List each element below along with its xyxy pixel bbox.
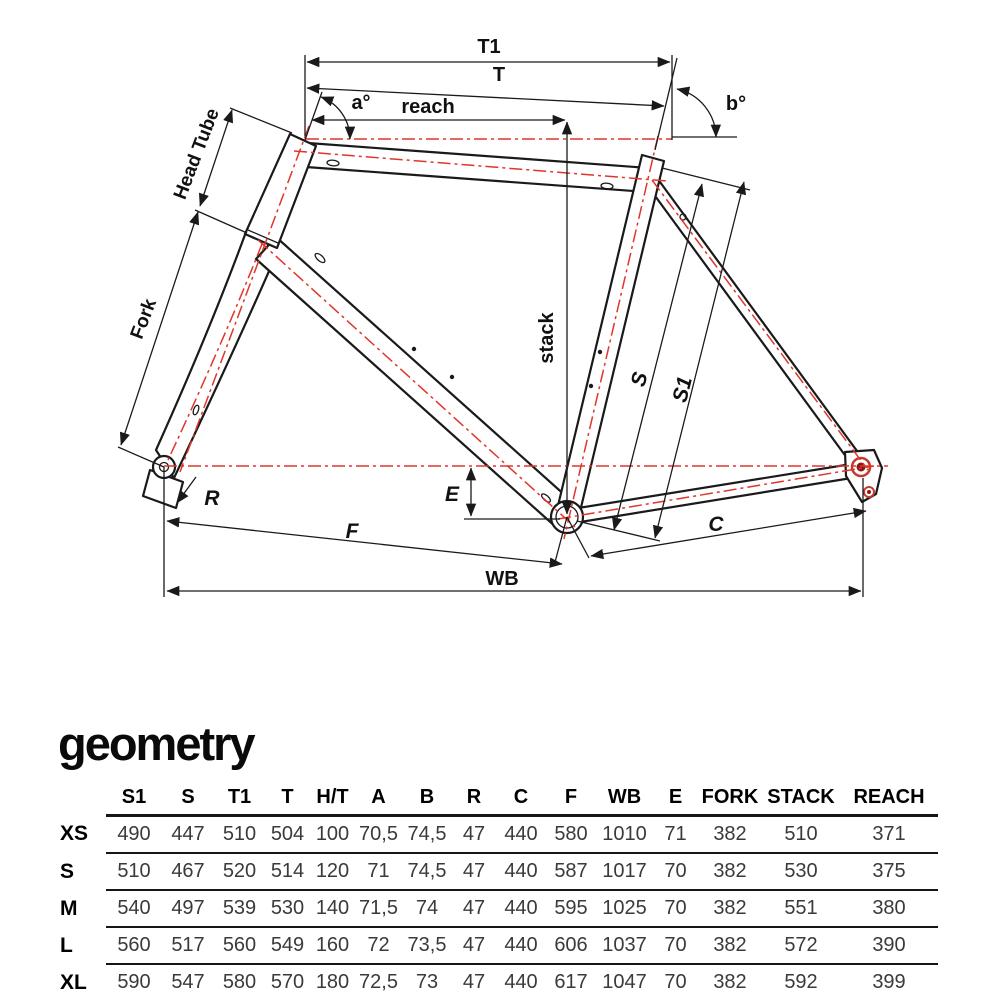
value-cell: 74,5 — [402, 816, 452, 854]
table-row — [60, 927, 938, 964]
label-angle-a: a° — [351, 92, 371, 114]
value-cell: 490 — [106, 816, 162, 854]
value-cell: 572 — [762, 927, 840, 964]
column-header: STACK — [762, 779, 840, 816]
value-cell: 70 — [653, 964, 698, 1000]
value-cell: 1017 — [596, 853, 653, 890]
value-cell: 390 — [840, 927, 938, 964]
column-header: REACH — [840, 779, 938, 816]
value-cell: 382 — [698, 816, 762, 854]
value-cell: 180 — [310, 964, 355, 1000]
value-cell: 510 — [762, 816, 840, 854]
value-cell: 440 — [496, 816, 546, 854]
value-cell: 517 — [162, 927, 214, 964]
size-label: S — [60, 859, 75, 883]
column-header: S1 — [106, 779, 162, 816]
label-fork: Fork — [126, 296, 162, 343]
value-cell: 549 — [265, 927, 310, 964]
table-row — [60, 816, 938, 854]
head-tube — [245, 134, 316, 248]
value-cell: 497 — [162, 890, 214, 927]
value-cell: 382 — [698, 853, 762, 890]
column-header: R — [452, 779, 496, 816]
value-cell: 70 — [653, 927, 698, 964]
value-cell: 73,5 — [402, 927, 452, 964]
value-cell: 530 — [762, 853, 840, 890]
value-cell: 72,5 — [355, 964, 402, 1000]
value-cell: 74,5 — [402, 853, 452, 890]
label-t: T — [492, 64, 506, 86]
value-cell: 595 — [546, 890, 596, 927]
bottle-boss — [589, 384, 593, 388]
table-corner-cell — [60, 779, 106, 816]
value-cell: 617 — [546, 964, 596, 1000]
value-cell: 570 — [265, 964, 310, 1000]
value-cell: 539 — [214, 890, 265, 927]
value-cell: 73 — [402, 964, 452, 1000]
frame-outline — [143, 134, 882, 533]
label-t1: T1 — [477, 36, 501, 58]
value-cell: 440 — [496, 890, 546, 927]
value-cell: 72 — [355, 927, 402, 964]
label-stack: stack — [536, 312, 558, 364]
value-cell: 380 — [840, 890, 938, 927]
value-cell: 551 — [762, 890, 840, 927]
size-label: XS — [60, 822, 89, 846]
value-cell: 140 — [310, 890, 355, 927]
geometry-table — [60, 779, 938, 1000]
value-cell: 580 — [214, 964, 265, 1000]
value-cell: 520 — [214, 853, 265, 890]
page-title: geometry — [58, 717, 254, 770]
column-header: S — [162, 779, 214, 816]
value-cell: 371 — [840, 816, 938, 854]
value-cell: 590 — [106, 964, 162, 1000]
value-cell: 71 — [653, 816, 698, 854]
value-cell: 382 — [698, 890, 762, 927]
value-cell: 47 — [452, 816, 496, 854]
dim-c — [591, 511, 866, 556]
column-header: F — [546, 779, 596, 816]
table-row — [60, 964, 938, 1000]
table-header-row — [60, 779, 938, 816]
value-cell: 1010 — [596, 816, 653, 854]
value-cell: 440 — [496, 927, 546, 964]
value-cell: 440 — [496, 853, 546, 890]
size-label: XL — [60, 970, 87, 994]
label-c: C — [708, 513, 724, 536]
fork-blade — [156, 232, 280, 478]
label-r: R — [204, 487, 220, 510]
value-cell: 606 — [546, 927, 596, 964]
column-header: WB — [596, 779, 653, 816]
label-wb: WB — [485, 568, 519, 590]
label-head-tube: Head Tube — [169, 105, 224, 203]
column-header: H/T — [310, 779, 355, 816]
value-cell: 1037 — [596, 927, 653, 964]
label-s: S — [626, 369, 653, 390]
value-cell: 120 — [310, 853, 355, 890]
cable-port — [314, 252, 327, 264]
value-cell: 160 — [310, 927, 355, 964]
value-cell: 560 — [214, 927, 265, 964]
value-cell: 382 — [698, 964, 762, 1000]
value-cell: 530 — [265, 890, 310, 927]
value-cell: 514 — [265, 853, 310, 890]
value-cell: 70 — [653, 853, 698, 890]
table-row — [60, 890, 938, 927]
label-reach: reach — [401, 96, 455, 118]
value-cell: 510 — [214, 816, 265, 854]
top-tube — [306, 143, 649, 192]
column-header: A — [355, 779, 402, 816]
value-cell: 467 — [162, 853, 214, 890]
size-label: M — [60, 896, 78, 920]
value-cell: 587 — [546, 853, 596, 890]
value-cell: 47 — [452, 964, 496, 1000]
value-cell: 70,5 — [355, 816, 402, 854]
value-cell: 100 — [310, 816, 355, 854]
value-cell: 399 — [840, 964, 938, 1000]
value-cell: 510 — [106, 853, 162, 890]
value-cell: 540 — [106, 890, 162, 927]
value-cell: 504 — [265, 816, 310, 854]
geometry-size-table — [60, 779, 938, 1000]
value-cell: 74 — [402, 890, 452, 927]
value-cell: 47 — [452, 890, 496, 927]
column-header: E — [653, 779, 698, 816]
bottle-boss — [412, 347, 416, 351]
column-header: FORK — [698, 779, 762, 816]
table-row — [60, 853, 938, 890]
arc-head-angle — [321, 97, 350, 139]
column-header: T — [265, 779, 310, 816]
value-cell: 375 — [840, 853, 938, 890]
value-cell: 547 — [162, 964, 214, 1000]
value-cell: 71,5 — [355, 890, 402, 927]
label-e: E — [444, 483, 460, 506]
dim-f — [167, 521, 562, 564]
value-cell: 47 — [452, 927, 496, 964]
value-cell: 70 — [653, 890, 698, 927]
column-header: B — [402, 779, 452, 816]
bottle-boss — [598, 350, 602, 354]
value-cell: 1025 — [596, 890, 653, 927]
column-header: T1 — [214, 779, 265, 816]
value-cell: 440 — [496, 964, 546, 1000]
value-cell: 592 — [762, 964, 840, 1000]
label-f: F — [345, 520, 359, 543]
size-label: L — [60, 933, 73, 957]
value-cell: 382 — [698, 927, 762, 964]
value-cell: 560 — [106, 927, 162, 964]
arc-seat-angle — [677, 89, 716, 137]
label-s1: S1 — [668, 374, 697, 405]
value-cell: 47 — [452, 853, 496, 890]
value-cell: 447 — [162, 816, 214, 854]
column-header: C — [496, 779, 546, 816]
bottle-boss — [450, 375, 454, 379]
value-cell: 1047 — [596, 964, 653, 1000]
value-cell: 71 — [355, 853, 402, 890]
value-cell: 580 — [546, 816, 596, 854]
label-angle-b: b° — [725, 93, 747, 115]
